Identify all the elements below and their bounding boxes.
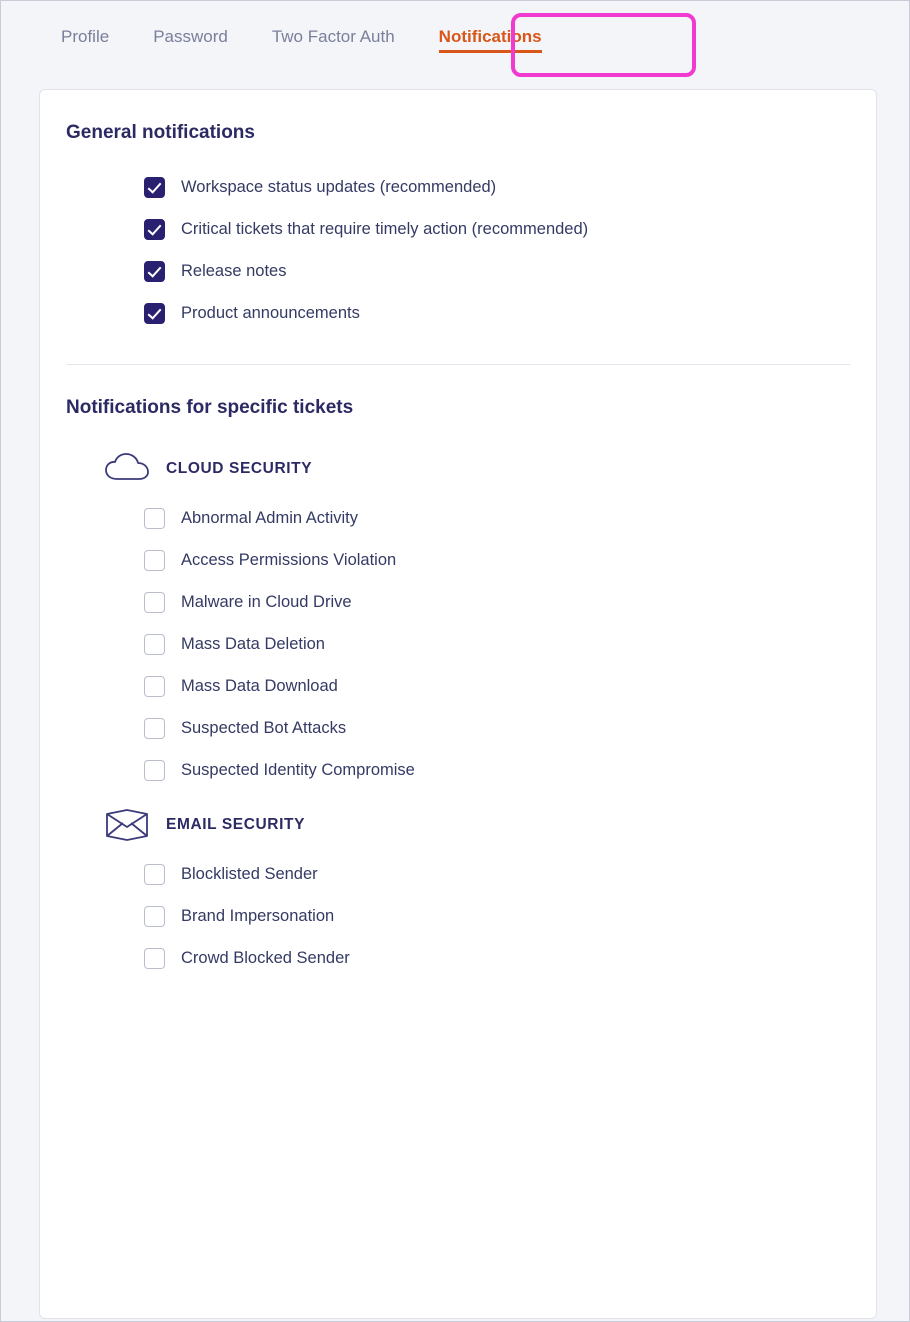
group-name: CLOUD SECURITY (166, 460, 313, 477)
cloud-icon (102, 449, 152, 489)
checkbox-brand-impersonation[interactable] (144, 906, 165, 927)
checkbox-label: Malware in Cloud Drive (181, 592, 352, 611)
checkbox-row[interactable] (66, 292, 850, 334)
tab-two-factor-auth[interactable] (250, 1, 417, 65)
checkbox-label: Release notes (181, 261, 287, 280)
checkbox-mass-data-download[interactable] (144, 676, 165, 697)
checkbox-workspace-status-updates[interactable] (144, 177, 165, 198)
tab-label: Password (153, 27, 228, 46)
general-notifications-list (66, 166, 850, 334)
checkbox-label: Blocklisted Sender (181, 864, 318, 883)
checkbox-access-permissions-violation[interactable] (144, 550, 165, 571)
checkbox-malware-in-cloud-drive[interactable] (144, 592, 165, 613)
checkbox-label: Product announcements (181, 303, 360, 322)
checkbox-row[interactable] (66, 166, 850, 208)
checkbox-critical-tickets[interactable] (144, 219, 165, 240)
checkbox-label: Brand Impersonation (181, 906, 335, 925)
section-divider (66, 364, 850, 365)
checkbox-row[interactable] (66, 853, 850, 895)
tab-profile[interactable] (39, 1, 131, 65)
checkbox-row[interactable] (66, 707, 850, 749)
general-notifications-title: General notifications (66, 122, 255, 143)
checkbox-row[interactable] (66, 665, 850, 707)
checkbox-release-notes[interactable] (144, 261, 165, 282)
cloud-security-list (66, 497, 850, 791)
group-header-email-security (66, 797, 850, 853)
checkbox-suspected-bot-attacks[interactable] (144, 718, 165, 739)
checkbox-label: Suspected Bot Attacks (181, 718, 347, 737)
group-name: EMAIL SECURITY (166, 816, 306, 833)
checkbox-row[interactable] (66, 581, 850, 623)
checkbox-label: Crowd Blocked Sender (181, 948, 350, 967)
checkbox-label: Critical tickets that require timely action (recommended) (181, 219, 589, 238)
notifications-card (39, 89, 877, 1319)
tab-label: Notifications (438, 27, 542, 46)
checkbox-label: Mass Data Download (181, 676, 338, 695)
checkbox-suspected-identity-compromise[interactable] (144, 760, 165, 781)
tab-label: Two Factor Auth (271, 27, 395, 46)
checkbox-row[interactable] (66, 749, 850, 791)
checkbox-label: Access Permissions Violation (181, 550, 397, 569)
group-header-cloud-security (66, 441, 850, 497)
checkbox-row[interactable] (66, 937, 850, 979)
email-security-list (66, 853, 850, 979)
checkbox-row[interactable] (66, 623, 850, 665)
tab-label: Profile (61, 27, 110, 46)
checkbox-mass-data-deletion[interactable] (144, 634, 165, 655)
checkbox-label: Suspected Identity Compromise (181, 760, 415, 779)
checkbox-row[interactable] (66, 497, 850, 539)
checkbox-label: Abnormal Admin Activity (181, 508, 358, 527)
tab-notifications[interactable] (417, 1, 564, 65)
settings-tabs (1, 1, 909, 85)
checkbox-blocklisted-sender[interactable] (144, 864, 165, 885)
checkbox-label: Workspace status updates (recommended) (181, 177, 497, 196)
checkbox-label: Mass Data Deletion (181, 634, 325, 653)
checkbox-row[interactable] (66, 895, 850, 937)
tab-password[interactable] (131, 1, 250, 65)
checkbox-abnormal-admin-activity[interactable] (144, 508, 165, 529)
checkbox-row[interactable] (66, 539, 850, 581)
tab-active-underline (439, 50, 542, 53)
checkbox-crowd-blocked-sender[interactable] (144, 948, 165, 969)
envelope-icon (102, 805, 152, 845)
checkbox-row[interactable] (66, 208, 850, 250)
checkbox-product-announcements[interactable] (144, 303, 165, 324)
checkbox-row[interactable] (66, 250, 850, 292)
specific-notifications-title: Notifications for specific tickets (66, 397, 354, 418)
